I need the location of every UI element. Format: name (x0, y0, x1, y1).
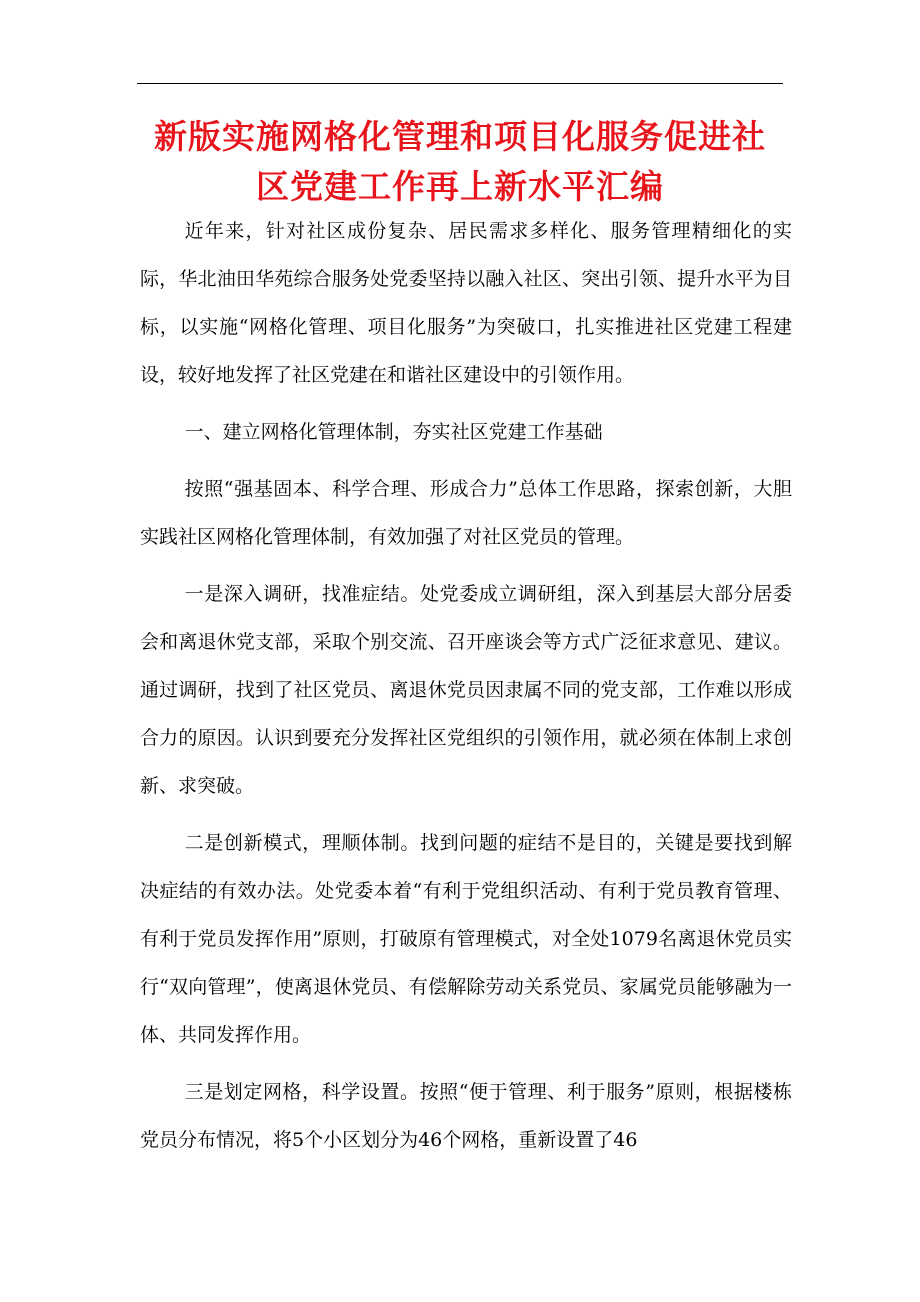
document-title (120, 112, 800, 212)
title-line-2: 区党建工作再上新水平汇编 (256, 167, 664, 206)
paragraph-point-3: 三是划定网格，科学设置。按照“便于管理、利于服务”原则，根据楼栋党员分布情况，将5个小区划分为46个网格，重新设置了46 (140, 1081, 792, 1151)
title-line-1: 新版实施网格化管理和项目化服务促进社 (154, 117, 766, 156)
document-body (140, 207, 792, 1173)
header-rule (137, 83, 783, 84)
paragraph-intro: 近年来，针对社区成份复杂、居民需求多样化、服务管理精细化的实际，华北油田华苑综合服务处党委坚持以融入社区、突出引领、提升水平为目标，以实施“网格化管理、项目化服务”为突破口，扎实推进社区党建工程建设，较好地发挥了社区党建在和谐社区建设中的引领作用。 (140, 220, 792, 386)
paragraph-point-2: 二是创新模式，理顺体制。找到问题的症结不是目的，关键是要找到解决症结的有效办法。处党委本着“有利于党组织活动、有利于党员教育管理、有利于党员发挥作用”原则，打破原有管理模式，对全处1079名离退休党员实行“双向管理”，使离退休党员、有偿解除劳动关系党员、家属党员能够融为一体、共同发挥作用。 (140, 832, 792, 1046)
paragraph-approach: 按照“强基固本、科学合理、形成合力”总体工作思路，探索创新，大胆实践社区网格化管理体制，有效加强了对社区党员的管理。 (140, 478, 792, 548)
paragraph-point-1: 一是深入调研，找准症结。处党委成立调研组，深入到基层大部分居委会和离退休党支部，采取个别交流、召开座谈会等方式广泛征求意见、建议。通过调研，找到了社区党员、离退休党员因隶属不同的党支部，工作难以形成合力的原因。认识到要充分发挥社区党组织的引领作用，就必须在体制上求创新、求突破。 (140, 583, 792, 797)
section-heading-1: 一、建立网格化管理体制，夯实社区党建工作基础 (184, 421, 603, 443)
